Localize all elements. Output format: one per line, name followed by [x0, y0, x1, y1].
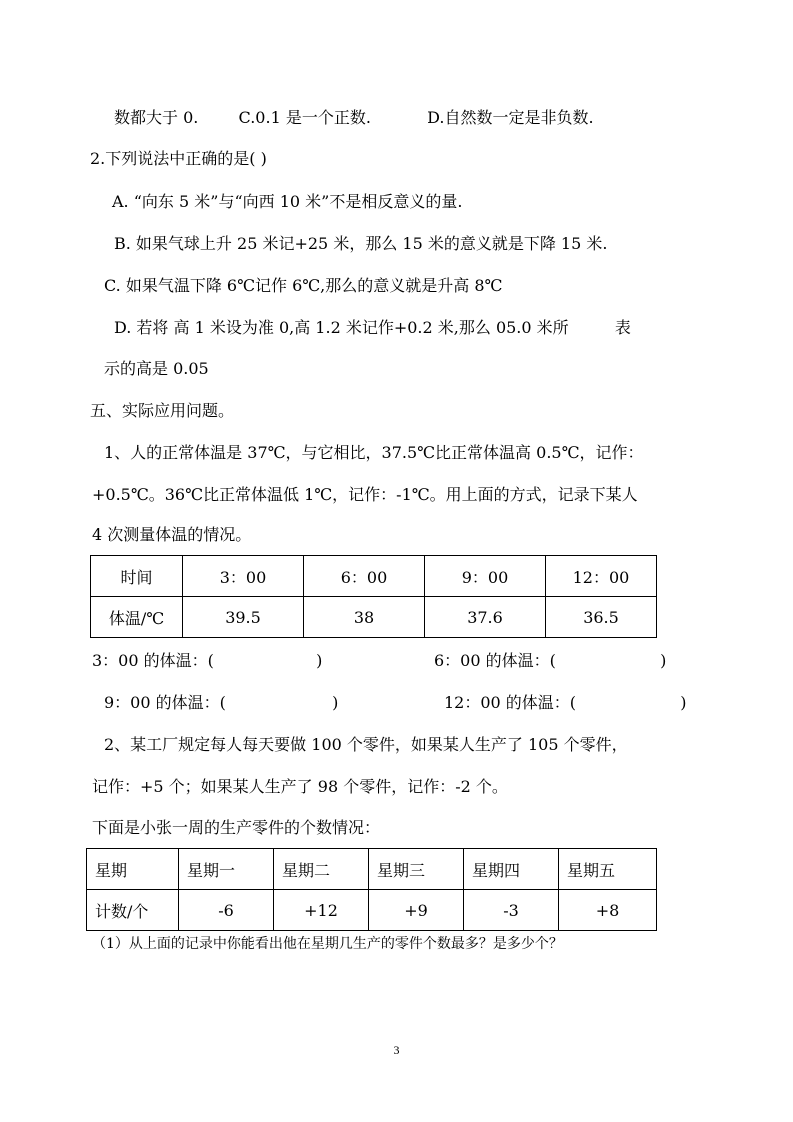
table-row	[87, 890, 657, 931]
fill-blank-9-label: 9：00 的体温：(	[104, 693, 226, 712]
table-cell: 计数/个	[87, 890, 179, 931]
fill-blank-9-close: )	[332, 693, 339, 712]
question-2-option-c: C. 如果气温下降 6℃记作 6℃,那么的意义就是升高 8℃	[104, 276, 503, 295]
option-b-tail: 数都大于 0.	[114, 108, 199, 127]
table-cell: -6	[179, 890, 274, 931]
table-cell: 星期三	[369, 849, 464, 890]
question-2-option-d-cont: 示的高是 0.05	[104, 359, 209, 378]
table-cell: 体温/℃	[91, 597, 183, 638]
page-number: 3	[393, 1043, 400, 1057]
table-cell: 星期一	[179, 849, 274, 890]
fill-blank-12-close: )	[680, 693, 687, 712]
problem-1-line-1: 1、人的正常体温是 37℃，与它相比，37.5℃比正常体温高 0.5℃，记作：	[104, 443, 644, 462]
option-c: C.0.1 是一个正数.	[238, 108, 371, 127]
problem-2-line-1: 2、某工厂规定每人每天要做 100 个零件，如果某人生产了 105 个零件，	[104, 735, 628, 754]
problem-1-line-3: 4 次测量体温的情况。	[92, 525, 252, 544]
question-2-option-a: A. “向东 5 米”与“向西 10 米”不是相反意义的量.	[112, 192, 463, 211]
fill-blank-3-label: 3：00 的体温：(	[92, 651, 214, 670]
sub-question-1: （1）从上面的记录中你能看出他在星期几生产的零件个数最多？是多少个？	[92, 936, 563, 952]
table-cell: 星期五	[559, 849, 657, 890]
question-2-option-b: B. 如果气球上升 25 米记+25 米，那么 15 米的意义就是下降 15 米.	[114, 234, 608, 253]
table-cell: 38	[304, 597, 425, 638]
options-line	[114, 108, 594, 128]
problem-1-line-2: +0.5℃。36℃比正常体温低 1℃，记作：-1℃。用上面的方式，记录下某人	[92, 485, 638, 504]
question-2-option-d	[114, 318, 631, 338]
table-cell: 12：00	[546, 556, 657, 597]
section-heading: 五、实际应用问题。	[90, 401, 235, 420]
fill-blank-12	[444, 693, 687, 713]
question-2: 2.下列说法中正确的是( )	[90, 149, 267, 168]
fill-blank-6-close: )	[660, 651, 667, 670]
fill-blank-3	[92, 651, 322, 671]
table-row	[91, 556, 657, 597]
question-2-option-d-text: D. 若将 高 1 米设为准 0,高 1.2 米记作+0.2 米,那么 05.0 米所	[114, 318, 569, 337]
fill-blank-9	[104, 693, 338, 713]
table-cell: 时间	[91, 556, 183, 597]
table-cell: -3	[464, 890, 559, 931]
fill-blank-6	[434, 651, 666, 671]
fill-blank-12-label: 12：00 的体温：(	[444, 693, 577, 712]
fill-blank-6-label: 6：00 的体温：(	[434, 651, 556, 670]
table-cell: +8	[559, 890, 657, 931]
table-cell: 星期	[87, 849, 179, 890]
table-cell: 39.5	[183, 597, 304, 638]
option-d: D.自然数一定是非负数.	[427, 108, 594, 127]
table-cell: 37.6	[425, 597, 546, 638]
table-cell: +12	[274, 890, 369, 931]
table-cell: 星期四	[464, 849, 559, 890]
problem-2-line-2: 记作：+5 个；如果某人生产了 98 个零件，记作：-2 个。	[92, 777, 508, 796]
table-cell: +9	[369, 890, 464, 931]
table-row	[87, 849, 657, 890]
fill-blank-3-close: )	[316, 651, 323, 670]
table-row	[91, 597, 657, 638]
table-cell: 6：00	[304, 556, 425, 597]
table-cell: 星期二	[274, 849, 369, 890]
temperature-table	[90, 555, 657, 638]
production-table	[86, 848, 657, 931]
table-cell: 36.5	[546, 597, 657, 638]
question-2-option-d-end: 表	[614, 318, 631, 337]
table-cell: 3：00	[183, 556, 304, 597]
problem-2-line-3: 下面是小张一周的生产零件的个数情况：	[92, 818, 381, 837]
table-cell: 9：00	[425, 556, 546, 597]
